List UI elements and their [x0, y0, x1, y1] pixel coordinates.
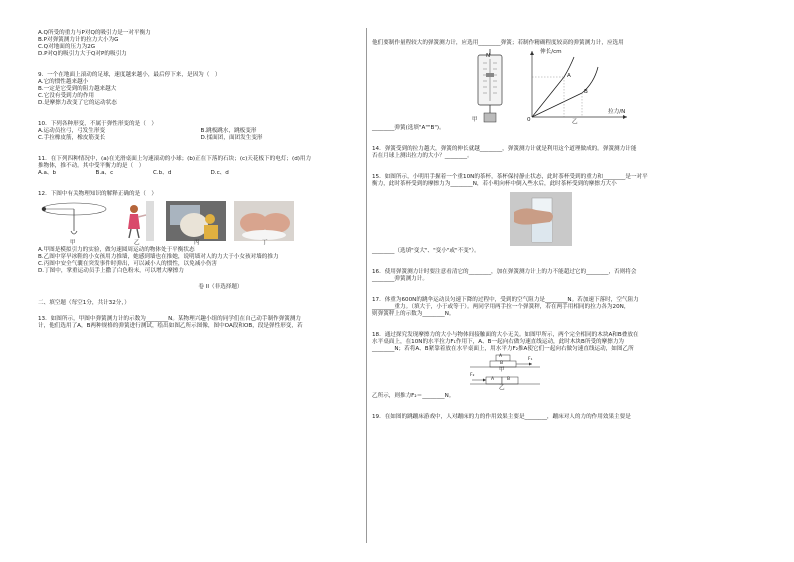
q11-option-b: B.a、c	[95, 169, 114, 176]
q11-options	[38, 170, 268, 177]
graph-line-b-label: B	[584, 88, 588, 95]
volume-label: 卷 II（非选择题）	[198, 283, 243, 290]
q12-option-a: A.甲图是模拟引力的实验，做匀速圆周运动的物体处于平衡状态	[38, 246, 195, 253]
fig-label-bing: 丙	[194, 239, 200, 246]
section2-title: 二、填空题（每空1分，共计32分，）	[38, 299, 130, 306]
q10-option-d: D.揉面团，面团发生变形	[200, 134, 263, 141]
q11-line-1: 11．在下列四种情况中，(a)在光滑桌面上匀速滚动的小球；(b)正在下落的石块；(c)天花板下的电灯；(d)用力	[38, 155, 312, 162]
q14-line-1: 14．弹簧受到的拉力越大，弹簧的伸长就越________，弹簧测力计就是利用这个道理做成的。弹簧测力计能	[372, 145, 637, 152]
spring-scale-unit: N	[486, 52, 491, 59]
force-f1-label: F₁	[528, 356, 533, 362]
graph-xlabel: 拉力/N	[608, 108, 626, 115]
q12-stem: 12．下图中有关物理知识的解释正确的是（ ）	[38, 190, 157, 197]
q18-line-2: 水平桌面上，在10N的水平拉力F₁作用下，A、B一起向右做匀速直线运动，此时木块B所受的摩擦力为	[372, 338, 625, 345]
q10-stem: 10．下列各种形变，不属于弹性形变的是（ ）	[38, 120, 157, 127]
q17-line-1: 17．体重为600N的跳伞运动员匀速下降的过程中，受到的空气阻力是________N。若加速下落时，空气阻力	[372, 296, 639, 303]
fig-label-yi: 乙	[134, 239, 140, 246]
q16-line-1: 16．使用弹簧测力计时要注意看清它的________，加在弹簧测力计上的力不能超过它的________，否则将会	[372, 268, 637, 275]
q11-line-2: 推物体，推不动。其中受平衡力的是（ ）	[38, 162, 145, 169]
q13-tail: ________弹簧(选填"A""B")。	[372, 124, 445, 131]
graph-ylabel: 伸长/cm	[540, 48, 562, 55]
block-b-side: B	[507, 376, 511, 382]
column-divider	[366, 28, 367, 543]
q17-line-3: 则弹簧秤上的示数为________N。	[372, 310, 455, 317]
q11-option-a: A.a、b	[38, 169, 57, 176]
q14-line-2: 否在月球上测出拉力的大小？________。	[372, 152, 473, 159]
q13-figure	[372, 47, 702, 125]
q9-stem: 9．一个在地面上滚动的足球，速度越来越小，最后停下来，是因为（ ）	[38, 71, 221, 78]
fig-label-ding: 丁	[262, 239, 268, 246]
q17-line-2: ________重力。（填大于，小于或等于）。两同学用两手拉一个弹簧秤，若在两手用相同的拉力各为20N，	[372, 303, 630, 310]
q13-line-1: 13．如图所示，甲图中弹簧测力计的示数为________N。某物理兴趣小组的同学们在自己动手制作弹簧测力	[38, 315, 302, 322]
q8-option-b: B.P对弹簧测力计的拉力大小为G	[38, 36, 119, 43]
q18-line-3: ________N；若将A、B紧靠着放在水平桌面上，用水平力F₂推A使它们一起向右做匀速直线运动，如图乙所	[372, 345, 634, 352]
q10-option-a: A.运动员拉弓，弓发生形变	[38, 127, 106, 134]
q10-options-row-2	[38, 135, 363, 142]
q12-figures	[38, 201, 363, 245]
q15-figure	[372, 188, 702, 248]
q8-option-a: A.Q所受的重力与P对Q的吸引力是一对平衡力	[38, 30, 151, 36]
q9-option-b: B.一定是它受到的阻力越来越大	[38, 85, 117, 92]
q9-option-c: C.它没有受到力的作用	[38, 92, 95, 99]
q18-figure	[372, 353, 702, 393]
figure-girl-pushing-wall	[116, 201, 156, 241]
q13-continued: 他们要制作量程较大的弹簧测力计，应选用________弹簧；若制作精确程度较高的弹簧测力计，应选用	[372, 40, 624, 46]
q15-line-1: 15．如图所示，小明用手握着一个重10N的茶杯，茶杯保持静止状态，此时茶杯受到的重力和________是一对平	[372, 173, 648, 180]
q10-options-row-1	[38, 128, 363, 135]
q12-option-c: C.丙图中安全气囊在突发事件时弹出，可以减小人的惯性，以免减小伤害	[38, 260, 218, 267]
fig13-label-jia: 甲	[472, 116, 478, 123]
right-column	[372, 40, 702, 421]
q9-option-d: D.是摩擦力改变了它的运动状态	[38, 99, 117, 106]
fig18-label-yi: 乙	[499, 384, 505, 391]
q16-line-2: ________弹簧测力计。	[372, 275, 428, 282]
block-a-top: A	[499, 353, 503, 359]
fig-label-jia: 甲	[70, 239, 76, 246]
block-a-side: A	[491, 376, 495, 382]
q8-option-d: D.P对Q的吸引力大于Q对P的吸引力	[38, 50, 127, 57]
force-f2-label: F₂	[470, 372, 475, 378]
figure-circular-motion	[38, 201, 108, 241]
q13-line-2: 计，他们选用了A，B两种规格的弹簧进行测试，绘出如图乙所示图像，图中OA段和OB，段是弹性形变，若	[38, 322, 303, 329]
q11-option-d: D.c、d	[210, 169, 229, 176]
q12-option-b: B.乙图中穿旱冰鞋的小女孩用力推墙，她感到墙也在推她，说明墙对人的力大于小女孩对墙的推力	[38, 253, 279, 260]
spring-scale-figure	[468, 49, 512, 125]
q10-option-c: C.手拉橡皮筋，橡皮筋变长	[38, 134, 106, 141]
fig13-label-yi: 乙	[572, 118, 578, 125]
q8-option-c: C.Q对地面的压力为2G	[38, 43, 96, 50]
figure-hands-powder	[234, 201, 294, 241]
q19-line: 19．在如图的跳蹦床游戏中，人对蹦床的力的作用效果主要是________，蹦床对人的力的作用效果主要是	[372, 413, 631, 420]
q18-line-1: 18．通过探究发现摩擦力的大小与物体间接触面的大小无关。如图甲所示，两个完全相同的木块A和B叠放在	[372, 331, 639, 338]
figure-airbag	[166, 201, 226, 241]
left-column	[38, 30, 363, 330]
q18-tail: 乙所示，则推力F₂＝________N。	[372, 392, 455, 399]
q15-tail: ________（选填"变大"、"变小"或"不变"）。	[372, 247, 480, 254]
block-b-bottom: B	[500, 360, 504, 366]
q12-option-d: D.丁图中，掌重运动员手上撒了白色粉末，可以增大摩擦力	[38, 267, 184, 274]
q11-option-c: C.b、d	[153, 169, 172, 176]
q15-line-2: 衡力，此时茶杯受到的摩擦力为________N，若小明向杯中倒入些水后，此时茶杯受到的摩擦力大小	[372, 180, 617, 187]
graph-origin: 0	[527, 116, 531, 123]
hand-holding-cup-photo	[510, 192, 572, 246]
fig18-label-jia: 甲	[499, 366, 505, 373]
graph-line-a-label: A	[567, 72, 571, 79]
q10-option-b: B.跳板跳水，跳板变形	[200, 127, 257, 134]
q9-option-a: A.它的惯性越来越小	[38, 78, 89, 85]
